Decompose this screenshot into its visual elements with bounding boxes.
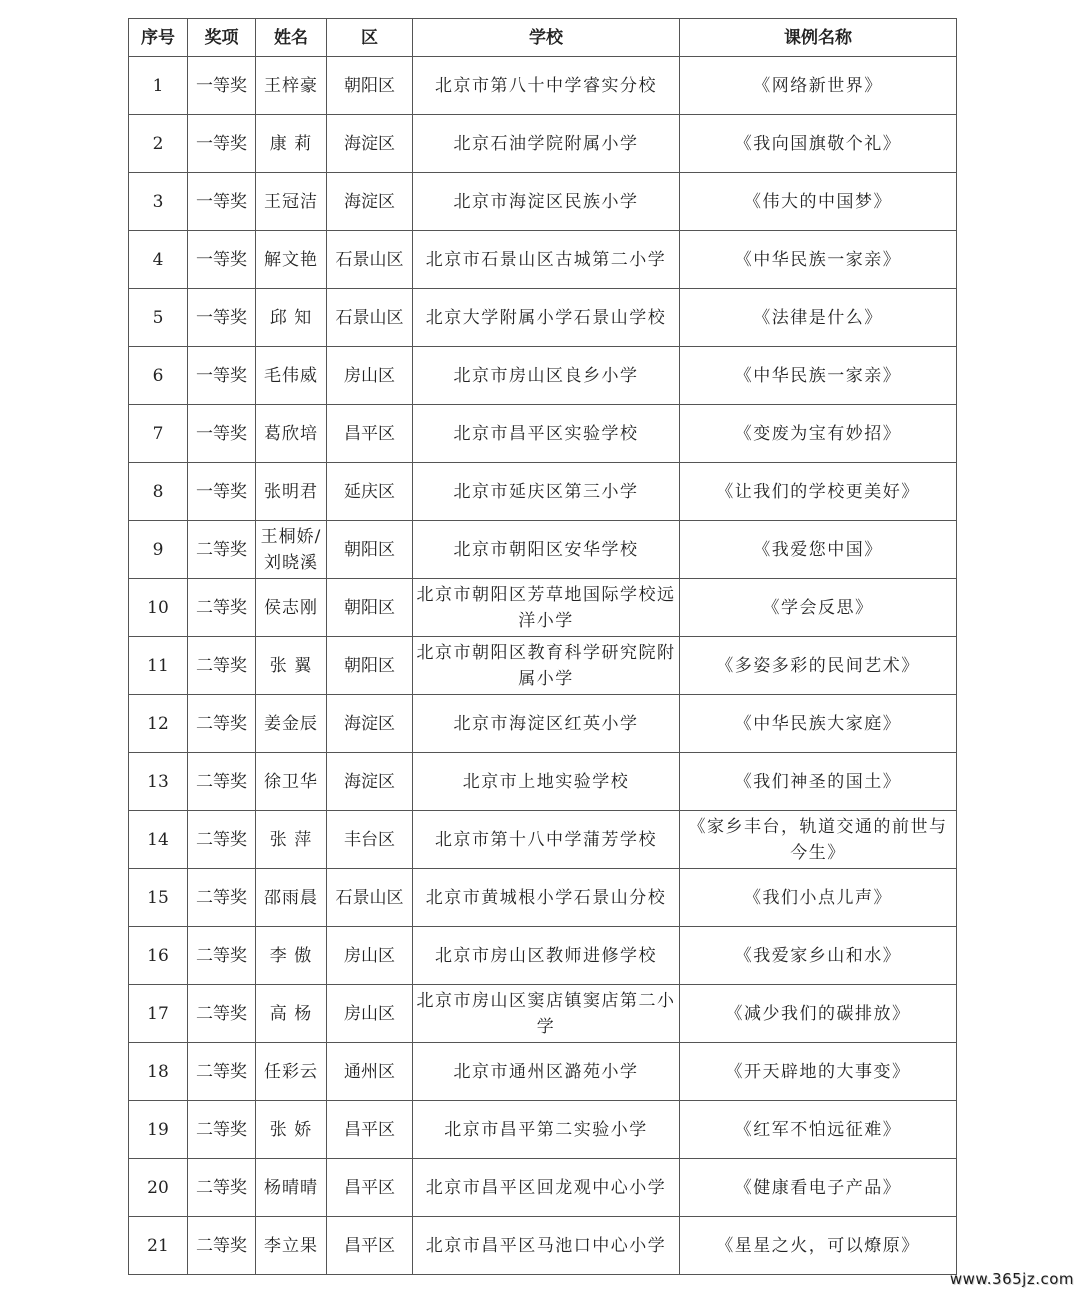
cell-district: 朝阳区 — [327, 521, 413, 579]
cell-no: 6 — [129, 347, 188, 405]
award-table-container — [128, 18, 956, 1275]
cell-district: 房山区 — [327, 985, 413, 1043]
cell-course: 《多姿多彩的民间艺术》 — [680, 637, 957, 695]
cell-no: 8 — [129, 463, 188, 521]
cell-award: 一等奖 — [188, 57, 256, 115]
cell-school: 北京市房山区教师进修学校 — [413, 927, 680, 985]
table-row — [129, 231, 957, 289]
cell-course: 《我爱家乡山和水》 — [680, 927, 957, 985]
cell-award: 一等奖 — [188, 347, 256, 405]
cell-course: 《中华民族一家亲》 — [680, 231, 957, 289]
table-row — [129, 1217, 957, 1275]
cell-school: 北京大学附属小学石景山学校 — [413, 289, 680, 347]
cell-name: 李立果 — [256, 1217, 327, 1275]
cell-name: 邱 知 — [256, 289, 327, 347]
table-row — [129, 811, 957, 869]
header-name: 姓名 — [256, 19, 327, 57]
cell-no: 2 — [129, 115, 188, 173]
cell-name: 侯志刚 — [256, 579, 327, 637]
table-row — [129, 1159, 957, 1217]
header-no: 序号 — [129, 19, 188, 57]
cell-name: 王梓豪 — [256, 57, 327, 115]
cell-district: 海淀区 — [327, 173, 413, 231]
cell-award: 二等奖 — [188, 927, 256, 985]
cell-award: 二等奖 — [188, 521, 256, 579]
cell-school: 北京市房山区窦店镇窦店第二小学 — [413, 985, 680, 1043]
cell-award: 二等奖 — [188, 1043, 256, 1101]
cell-award: 二等奖 — [188, 1101, 256, 1159]
cell-school: 北京市昌平区实验学校 — [413, 405, 680, 463]
table-row — [129, 521, 957, 579]
cell-district: 朝阳区 — [327, 57, 413, 115]
cell-no: 14 — [129, 811, 188, 869]
cell-school: 北京市朝阳区安华学校 — [413, 521, 680, 579]
cell-course: 《法律是什么》 — [680, 289, 957, 347]
cell-name: 葛欣培 — [256, 405, 327, 463]
cell-district: 石景山区 — [327, 231, 413, 289]
cell-course: 《我爱您中国》 — [680, 521, 957, 579]
cell-district: 延庆区 — [327, 463, 413, 521]
header-district: 区 — [327, 19, 413, 57]
cell-name: 邵雨晨 — [256, 869, 327, 927]
cell-district: 海淀区 — [327, 753, 413, 811]
cell-school: 北京市昌平区马池口中心小学 — [413, 1217, 680, 1275]
table-row — [129, 347, 957, 405]
cell-name: 毛伟威 — [256, 347, 327, 405]
cell-school: 北京市朝阳区芳草地国际学校远洋小学 — [413, 579, 680, 637]
cell-school: 北京石油学院附属小学 — [413, 115, 680, 173]
header-course: 课例名称 — [680, 19, 957, 57]
cell-course: 《红军不怕远征难》 — [680, 1101, 957, 1159]
cell-no: 4 — [129, 231, 188, 289]
cell-school: 北京市第十八中学蒲芳学校 — [413, 811, 680, 869]
cell-school: 北京市昌平第二实验小学 — [413, 1101, 680, 1159]
cell-name: 徐卫华 — [256, 753, 327, 811]
cell-name: 解文艳 — [256, 231, 327, 289]
cell-course: 《家乡丰台，轨道交通的前世与今生》 — [680, 811, 957, 869]
table-row — [129, 753, 957, 811]
cell-course: 《变废为宝有妙招》 — [680, 405, 957, 463]
cell-school: 北京市昌平区回龙观中心小学 — [413, 1159, 680, 1217]
cell-name: 王桐娇/刘晓溪 — [256, 521, 327, 579]
table-row — [129, 1043, 957, 1101]
cell-school: 北京市通州区潞苑小学 — [413, 1043, 680, 1101]
cell-course: 《我向国旗敬个礼》 — [680, 115, 957, 173]
cell-award: 二等奖 — [188, 695, 256, 753]
cell-award: 二等奖 — [188, 637, 256, 695]
cell-course: 《我们神圣的国土》 — [680, 753, 957, 811]
cell-district: 通州区 — [327, 1043, 413, 1101]
cell-award: 一等奖 — [188, 463, 256, 521]
cell-school: 北京市海淀区民族小学 — [413, 173, 680, 231]
cell-award: 一等奖 — [188, 289, 256, 347]
cell-no: 5 — [129, 289, 188, 347]
cell-district: 丰台区 — [327, 811, 413, 869]
cell-course: 《减少我们的碳排放》 — [680, 985, 957, 1043]
cell-school: 北京市延庆区第三小学 — [413, 463, 680, 521]
table-row — [129, 985, 957, 1043]
cell-award: 一等奖 — [188, 173, 256, 231]
cell-no: 18 — [129, 1043, 188, 1101]
cell-school: 北京市第八十中学睿实分校 — [413, 57, 680, 115]
cell-no: 12 — [129, 695, 188, 753]
table-row — [129, 115, 957, 173]
cell-district: 昌平区 — [327, 1101, 413, 1159]
table-row — [129, 57, 957, 115]
cell-no: 15 — [129, 869, 188, 927]
cell-course: 《中华民族大家庭》 — [680, 695, 957, 753]
cell-district: 房山区 — [327, 347, 413, 405]
table-row — [129, 869, 957, 927]
table-row — [129, 1101, 957, 1159]
cell-district: 昌平区 — [327, 1217, 413, 1275]
table-row — [129, 637, 957, 695]
cell-no: 20 — [129, 1159, 188, 1217]
table-row — [129, 405, 957, 463]
cell-course: 《中华民族一家亲》 — [680, 347, 957, 405]
cell-course: 《健康看电子产品》 — [680, 1159, 957, 1217]
cell-school: 北京市上地实验学校 — [413, 753, 680, 811]
cell-district: 石景山区 — [327, 869, 413, 927]
cell-name: 杨晴晴 — [256, 1159, 327, 1217]
cell-name: 姜金辰 — [256, 695, 327, 753]
cell-course: 《我们小点儿声》 — [680, 869, 957, 927]
cell-course: 《开天辟地的大事变》 — [680, 1043, 957, 1101]
header-school: 学校 — [413, 19, 680, 57]
cell-no: 19 — [129, 1101, 188, 1159]
cell-course: 《网络新世界》 — [680, 57, 957, 115]
cell-no: 9 — [129, 521, 188, 579]
cell-award: 二等奖 — [188, 985, 256, 1043]
cell-name: 王冠洁 — [256, 173, 327, 231]
cell-name: 张 翼 — [256, 637, 327, 695]
cell-no: 13 — [129, 753, 188, 811]
table-header-row — [129, 19, 957, 57]
table-row — [129, 695, 957, 753]
cell-award: 一等奖 — [188, 231, 256, 289]
cell-award: 二等奖 — [188, 811, 256, 869]
cell-award: 二等奖 — [188, 869, 256, 927]
cell-district: 朝阳区 — [327, 637, 413, 695]
cell-district: 昌平区 — [327, 405, 413, 463]
cell-district: 房山区 — [327, 927, 413, 985]
site-watermark: www.365jz.com — [949, 1270, 1074, 1288]
table-row — [129, 579, 957, 637]
cell-award: 二等奖 — [188, 753, 256, 811]
cell-course: 《伟大的中国梦》 — [680, 173, 957, 231]
cell-no: 10 — [129, 579, 188, 637]
cell-name: 康 莉 — [256, 115, 327, 173]
cell-name: 李 傲 — [256, 927, 327, 985]
table-body — [129, 57, 957, 1275]
cell-school: 北京市房山区良乡小学 — [413, 347, 680, 405]
cell-course: 《让我们的学校更美好》 — [680, 463, 957, 521]
cell-district: 海淀区 — [327, 695, 413, 753]
table-row — [129, 927, 957, 985]
award-table — [128, 18, 957, 1275]
cell-no: 11 — [129, 637, 188, 695]
cell-no: 7 — [129, 405, 188, 463]
header-award: 奖项 — [188, 19, 256, 57]
cell-district: 海淀区 — [327, 115, 413, 173]
cell-no: 3 — [129, 173, 188, 231]
cell-school: 北京市石景山区古城第二小学 — [413, 231, 680, 289]
table-row — [129, 463, 957, 521]
cell-name: 任彩云 — [256, 1043, 327, 1101]
cell-school: 北京市朝阳区教育科学研究院附属小学 — [413, 637, 680, 695]
cell-district: 石景山区 — [327, 289, 413, 347]
cell-award: 一等奖 — [188, 115, 256, 173]
cell-district: 昌平区 — [327, 1159, 413, 1217]
cell-no: 1 — [129, 57, 188, 115]
cell-name: 高 杨 — [256, 985, 327, 1043]
cell-school: 北京市黄城根小学石景山分校 — [413, 869, 680, 927]
cell-school: 北京市海淀区红英小学 — [413, 695, 680, 753]
table-row — [129, 289, 957, 347]
cell-course: 《星星之火，可以燎原》 — [680, 1217, 957, 1275]
cell-award: 二等奖 — [188, 1217, 256, 1275]
cell-no: 17 — [129, 985, 188, 1043]
cell-name: 张明君 — [256, 463, 327, 521]
cell-no: 21 — [129, 1217, 188, 1275]
table-row — [129, 173, 957, 231]
cell-district: 朝阳区 — [327, 579, 413, 637]
cell-name: 张 萍 — [256, 811, 327, 869]
cell-award: 二等奖 — [188, 579, 256, 637]
cell-course: 《学会反思》 — [680, 579, 957, 637]
cell-award: 一等奖 — [188, 405, 256, 463]
cell-no: 16 — [129, 927, 188, 985]
cell-name: 张 娇 — [256, 1101, 327, 1159]
cell-award: 二等奖 — [188, 1159, 256, 1217]
